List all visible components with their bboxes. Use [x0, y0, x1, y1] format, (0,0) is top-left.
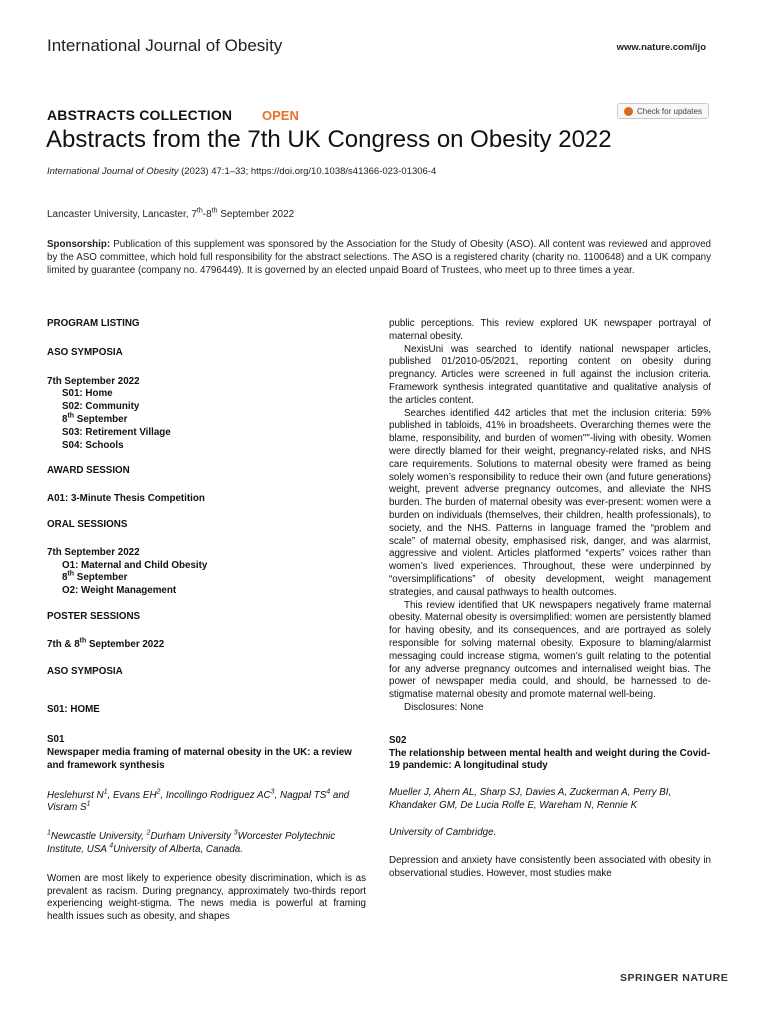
- sponsorship-label: Sponsorship:: [47, 239, 111, 250]
- session-item[interactable]: S04: Schools: [62, 439, 124, 451]
- session-item[interactable]: A01: 3-Minute Thesis Competition: [47, 493, 205, 505]
- abstract-paragraph: Searches identified 442 articles that met the inclusion criteria: 59% published in tabloids, 41% in broadsheets. Overarching themes were the blame, responsibility, and burden of women""-living with obesity. Women were directly blamed for their weight, pregnancy-related risks, and NHS care requirements. Solutions to maternal obesity were framed as being solely women’s responsibility to reduce their own (and future generations) weight, prevent adverse pregnancy outcomes, and alleviate the NHS burden. The burden of maternal obesity was ever-present: women were a burden on individuals (themselves, their children, health professionals), to society, and the NHS. Patterns in language framed the “problem and scale” of maternal obesity, emphasised risk, danger, and was alarmist, aggressive and violent. Articles platformed “experts” voices rather than women’s lived experiences. Throughout, these were underpinned by “oversimplifications” of obesity development, weight management strategies, and causal pathways to health outcomes.: [389, 407, 711, 598]
- oral-date: 7th September 2022: [47, 546, 140, 558]
- journal-name: International Journal of Obesity: [47, 36, 283, 55]
- session-date: 8th September: [62, 571, 128, 584]
- session-date: 8th September: [62, 412, 128, 425]
- s01-home-heading: S01: HOME: [47, 704, 100, 716]
- check-updates-icon: [624, 107, 633, 116]
- citation-journal: International Journal of Obesity: [47, 166, 179, 177]
- oral-sessions-heading: ORAL SESSIONS: [47, 518, 128, 530]
- collection-label: ABSTRACTS COLLECTION: [47, 107, 233, 123]
- abstract-title: The relationship between mental health and weight during the Covid-19 pandemic: A longitudinal study: [389, 747, 711, 772]
- symposia-date: 7th September 2022: [47, 375, 140, 387]
- aso-symposia-heading: ASO SYMPOSIA: [47, 665, 123, 677]
- place-sup: th: [211, 207, 218, 215]
- abstract-paragraph: This review identified that UK newspapers negatively frame maternal obesity. Maternal obesity is oversimplified: women are persistently blamed for having obesity, and its consequences, and are portrayed as solely responsible for solving maternal obesity. Exposure to blaming/alarmist messaging could increase stigma, women’s guilt relating to the potential for any adverse pregnancy outcomes and internalised weight bias. The power of newspaper media could, and should, be harnessed to de-stigmatise maternal obesity and promote maternal well-being.: [389, 599, 711, 701]
- session-item[interactable]: O2: Weight Management: [62, 585, 177, 597]
- poster-date: 7th & 8th September 2022: [47, 637, 165, 650]
- check-updates-label: Check for updates: [637, 106, 702, 116]
- award-session-heading: AWARD SESSION: [47, 465, 130, 477]
- journal-url[interactable]: www.nature.com/ijo: [616, 42, 706, 53]
- place-sup: th: [196, 207, 203, 215]
- right-column: [389, 318, 711, 881]
- citation-details[interactable]: (2023) 47:1–33; https://doi.org/10.1038/s41366-023-01306-4: [178, 166, 437, 177]
- aso-symposia-heading: ASO SYMPOSIA: [47, 346, 123, 358]
- abstract-paragraph: public perceptions. This review explored UK newspaper portrayal of maternal obesity.: [389, 318, 711, 342]
- publisher-logo: SPRINGER NATURE: [620, 972, 729, 984]
- abstract-title: Newspaper media framing of maternal obesity in the UK: a review and framework synthesis: [47, 746, 352, 771]
- check-updates-button[interactable]: [617, 103, 709, 119]
- place-text: September 2022: [217, 209, 295, 220]
- session-item[interactable]: S02: Community: [62, 401, 140, 413]
- abstract-code: S01: [47, 734, 65, 746]
- abstract-authors: Heslehurst $N^1$, Evans $EH^2$, Incollingo Rodriguez $AC^3$, Nagpal $TS^4$ and Visram $S^1$: [47, 788, 350, 814]
- abstract-affiliations: $^1$Newcastle University, $^2$Durham University $^3$Worcester Polytechnic Institute, USA $^4$University of Alberta, Canada.: [47, 829, 336, 855]
- place-text: -8: [202, 209, 212, 220]
- session-item[interactable]: O1: Maternal and Child Obesity: [62, 559, 208, 571]
- program-listing-heading: PROGRAM LISTING: [47, 318, 140, 329]
- page-title: Abstracts from the 7th UK Congress on Obesity 2022: [46, 126, 612, 153]
- abstract-paragraph: NexisUni was searched to identify national newspaper articles, published 01/2010-05/2021, reporting content on obesity during pregnancy. Articles were screened in full against the inclusion criteria. Framework synthesis integrated quantitative and qualitative analysis of the articles content.: [389, 343, 711, 406]
- sponsorship-paragraph: [47, 238, 711, 278]
- place-text: Lancaster University, Lancaster, 7: [47, 209, 197, 220]
- abstract-paragraph: Depression and anxiety have consistently been associated with obesity in observational studies. However, most studies make: [389, 855, 711, 880]
- abstract-code: S02: [389, 734, 407, 746]
- abstract-affiliations: University of Cambridge.: [389, 826, 497, 838]
- disclosures: Disclosures: None: [404, 701, 484, 713]
- sponsorship-text: Publication of this supplement was sponsored by the Association for the Study of Obesity (ASO). All content was reviewed and approved by the ASO committee, which hold full responsibility for the abstract selections. The ASO is a registered charity (charity no. 1100648) and a UK company limited by guarantee (company no. 4796449). It is governed by an elected unpaid Board of Trustees, who meet up to three times a year.: [47, 239, 711, 277]
- program-listing: [47, 318, 366, 924]
- open-access-label: OPEN: [262, 108, 299, 123]
- citation: [47, 166, 436, 177]
- poster-sessions-heading: POSTER SESSIONS: [47, 610, 141, 622]
- session-item[interactable]: S01: Home: [62, 388, 113, 400]
- conference-place: [47, 209, 294, 220]
- session-item[interactable]: S03: Retirement Village: [62, 426, 171, 438]
- abstract-paragraph: Women are most likely to experience obesity discrimination, which is as prevalent as racism. During pregnancy, approximately two-thirds report experiencing weight-stigma. The news media is powerful at framing health issues such as obesity, and shapes: [47, 872, 366, 923]
- abstract-authors: Mueller J, Ahern AL, Sharp SJ, Davies A, Zuckerman A, Perry BI, Khandaker GM, De Lucia Rolfe E, Wareham N, Rennie K: [389, 787, 672, 811]
